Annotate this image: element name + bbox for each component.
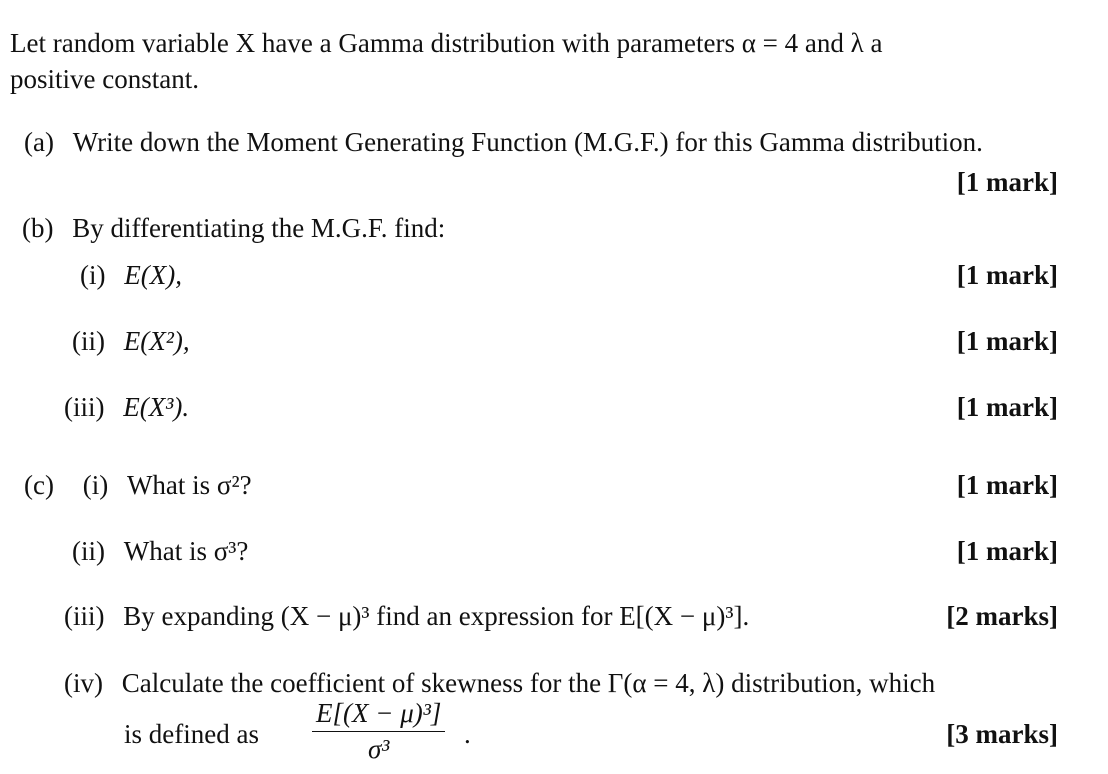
part-b-iii-marks: [1 mark] [956, 392, 1058, 422]
part-a-marks: [1 mark] [956, 167, 1058, 197]
part-b-label: (b) [22, 213, 54, 243]
part-c-iv-text: Calculate the coefficient of skewness for the Γ(α = 4, λ) distribution, which [121, 668, 936, 698]
part-c-i-marks: [1 mark] [956, 470, 1058, 500]
part-a-question [24, 129, 983, 156]
fraction-period: . [464, 719, 471, 749]
part-c-ii-label: (ii) [72, 536, 105, 566]
part-c-ii-text: What is σ³? [123, 536, 249, 566]
part-b-i-label: (i) [80, 260, 106, 290]
part-b-item-iii [64, 394, 189, 421]
part-b-i-expr: E(X), [124, 260, 182, 290]
part-b-ii-label: (ii) [72, 326, 105, 356]
part-b-ii-marks: [1 mark] [956, 326, 1058, 356]
part-b-question [22, 215, 445, 242]
intro-line-2: positive constant. [10, 64, 199, 94]
part-b-iii-label: (iii) [64, 392, 105, 422]
part-c-ii-marks: [1 mark] [956, 536, 1058, 566]
part-c-i-label: (i) [82, 470, 109, 500]
part-c-iii-marks: [2 marks] [946, 601, 1058, 631]
intro-line-1: Let random variable X have a Gamma distribution with parameters α = 4 and λ a [10, 28, 883, 58]
part-c-iii-label: (iii) [64, 601, 105, 631]
part-c-iv-text-continued: is defined as [124, 719, 259, 749]
fraction-numerator: E[(X − μ)³] [316, 698, 442, 728]
part-b-item-i [80, 262, 182, 289]
part-c-iv-label: (iv) [64, 668, 103, 698]
part-c-iv-marks: [3 marks] [946, 719, 1058, 749]
fraction-denominator: σ³ [367, 734, 390, 764]
part-c-item-iii [64, 603, 749, 630]
part-c-i-text: What is σ²? [126, 470, 252, 500]
part-c-label: (c) [24, 470, 54, 500]
skewness-fraction [312, 700, 445, 763]
part-c-item-i [24, 472, 252, 499]
part-a-label: (a) [24, 127, 54, 157]
part-c-iii-text: By expanding (X − μ)³ find an expression for E[(X − μ)³]. [123, 601, 750, 631]
part-a-text: Write down the Moment Generating Function (M.G.F.) for this Gamma distribution. [72, 127, 983, 157]
part-c-item-iv [64, 670, 935, 697]
part-b-ii-expr: E(X²), [123, 326, 190, 356]
part-b-item-ii [72, 328, 190, 355]
part-c-item-ii [72, 538, 248, 565]
part-b-text: By differentiating the M.G.F. find: [72, 213, 446, 243]
part-b-i-marks: [1 mark] [956, 260, 1058, 290]
part-b-iii-expr: E(X³). [123, 392, 190, 422]
